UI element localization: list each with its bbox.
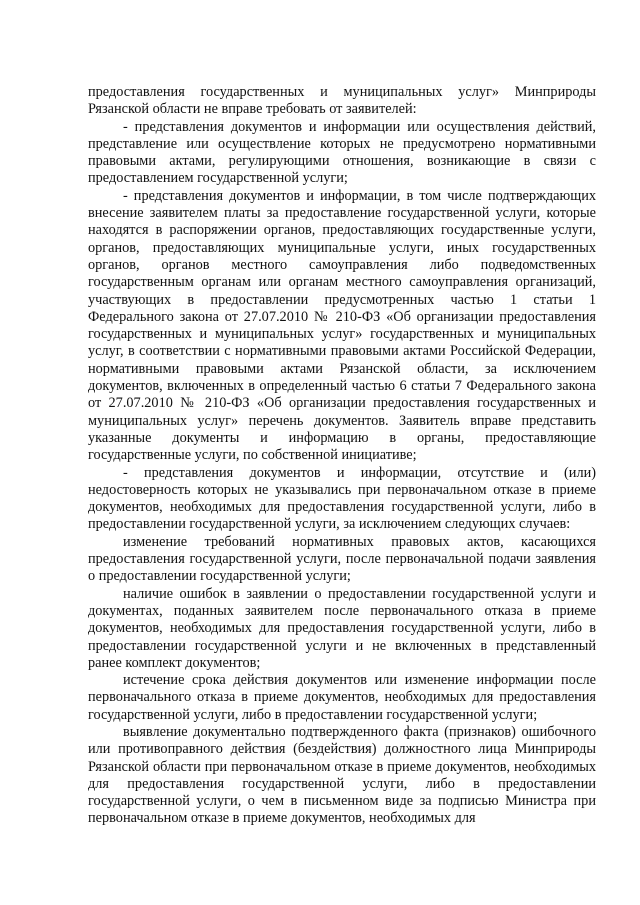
paragraph-case-errors: наличие ошибок в заявлении о предоставлении государственной услуги и документах, поданных заявителем после первоначального отказа в приеме документов, необходимых для предоставления государственной услуги, либо в предоставлении государственной услуги и не включенных в представленный ранее комплект документов; [88, 585, 596, 671]
paragraph-case-law-change: изменение требований нормативных правовых актов, касающихся предоставления государственной услуги, после первоначальной подачи заявления о предоставлении государственной услуги; [88, 533, 596, 585]
paragraph-item-refusal: - представления документов и информации, отсутствие и (или) недостоверность которых не указывались при первоначальном отказе в приеме документов, необходимых для предоставления государственной услуги, либо в предоставлении государственной услуги, за исключением следующих случаев: [88, 464, 596, 533]
paragraph-item-actions: - представления документов и информации или осуществления действий, представление или осуществление которых не предусмотрено нормативными правовыми актами, регулирующими отношения, возникающие в связи с предоставлением государственной услуги; [88, 118, 596, 187]
document-page [88, 84, 596, 828]
paragraph-intro: предоставления государственных и муниципальных услуг» Минприроды Рязанской области не вправе требовать от заявителей: [88, 84, 596, 118]
paragraph-case-violation: выявление документально подтвержденного факта (признаков) ошибочного или противоправного действия (бездействия) должностного лица Минприроды Рязанской области при первоначальном отказе в приеме документов, необходимых для предоставления государственной услуги, либо в предоставлении государственной услуги, о чем в письменном виде за подписью Министра при первоначальном отказе в приеме документов, необходимых для [88, 723, 596, 827]
paragraph-item-documents: - представления документов и информации, в том числе подтверждающих внесение заявителем платы за предоставление государственной услуги, которые находятся в распоряжении органов, предоставляющих государственные услуги, органов, предоставляющих муниципальные услуги, иных государственных органов, органов местного самоуправления либо подведомственных государственным органам или органам местного самоуправления организаций, участвующих в предоставлении предусмотренных частью 1 статьи 1 Федерального закона от 27.07.2010 № 210-ФЗ «Об организации предоставления государственных и муниципальных услуг» государственных и муниципальных услуг, в соответствии с нормативными правовыми актами Российской Федерации, нормативными правовыми актами Рязанской области, за исключением документов, включенных в определенный частью 6 статьи 7 Федерального закона от 27.07.2010 № 210-ФЗ «Об организации предоставления государственных и муниципальных услуг» перечень документов. Заявитель вправе представить указанные документы и информацию в органы, предоставляющие государственные услуги, по собственной инициативе; [88, 187, 596, 464]
paragraph-case-expiry: истечение срока действия документов или изменение информации после первоначального отказа в приеме документов, необходимых для предоставления государственной услуги, либо в предоставлении государственной услуги; [88, 672, 596, 723]
